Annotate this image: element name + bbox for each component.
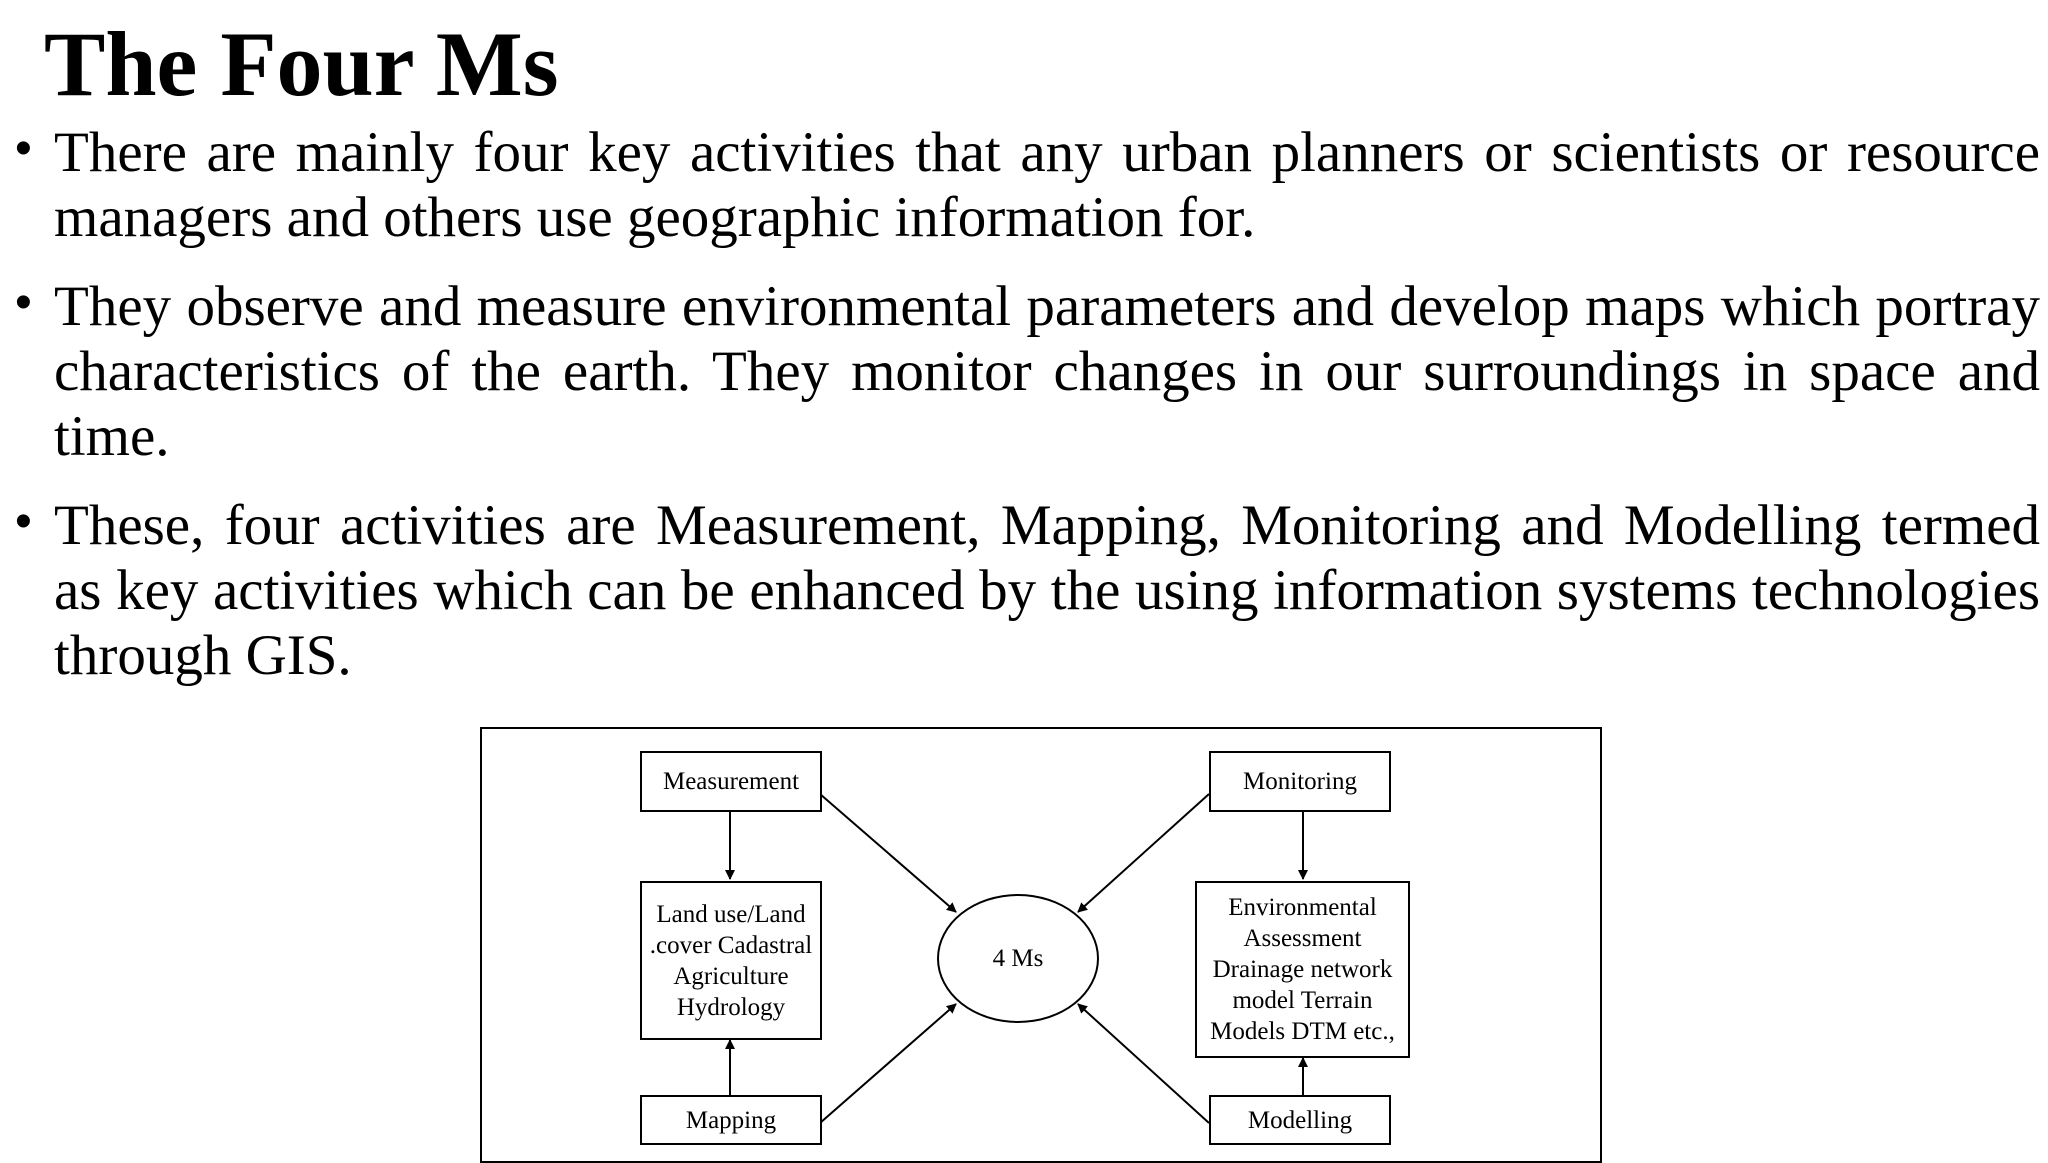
bullet-item-1 xyxy=(0,120,2040,250)
bullet-text: They observe and measure environmental parameters and develop maps which portray characteristics of the earth. They monitor changes in our surroundings in space and time. xyxy=(54,275,2040,468)
bullet-marker: • xyxy=(15,495,32,548)
slide-title: The Four Ms xyxy=(44,13,559,115)
land-use-details-box xyxy=(640,881,822,1040)
monitoring-label: Monitoring xyxy=(1243,768,1357,795)
modelling-box xyxy=(1209,1095,1391,1145)
arrow-monitoring-to-center xyxy=(1078,794,1209,912)
bullet-list xyxy=(0,120,2040,712)
monitoring-box xyxy=(1209,751,1391,812)
bullet-marker: • xyxy=(15,276,32,329)
arrow-modelling-to-center xyxy=(1078,1004,1209,1123)
environmental-details-box xyxy=(1195,881,1410,1058)
bullet-item-2 xyxy=(0,274,2040,469)
mapping-label: Mapping xyxy=(685,1106,777,1134)
bullet-text: There are mainly four key activities that any urban planners or scientists or resource managers and others use geographic information for. xyxy=(54,121,2040,249)
four-ms-diagram xyxy=(480,727,1602,1163)
land-use-details-text: Land use/Land .cover Cadastral Agriculture Hydrology xyxy=(649,900,813,1021)
bullet-marker: • xyxy=(15,122,32,175)
arrow-measurement-to-center xyxy=(820,794,956,912)
environmental-details-text: Environmental Assessment Drainage network model Terrain Models DTM etc., xyxy=(1210,894,1395,1045)
four-ms-center-circle xyxy=(937,894,1099,1023)
modelling-label: Modelling xyxy=(1247,1106,1353,1134)
bullet-text: These, four activities are Measurement, Mapping, Monitoring and Modelling termed as key activities which can be enhanced by the using information systems technologies through GIS. xyxy=(54,494,2040,687)
measurement-box xyxy=(640,751,822,812)
mapping-box xyxy=(640,1095,822,1145)
measurement-label: Measurement xyxy=(662,768,800,795)
bullet-item-3 xyxy=(0,493,2040,688)
center-label: 4 Ms xyxy=(992,945,1044,972)
arrow-mapping-to-center xyxy=(820,1004,956,1123)
